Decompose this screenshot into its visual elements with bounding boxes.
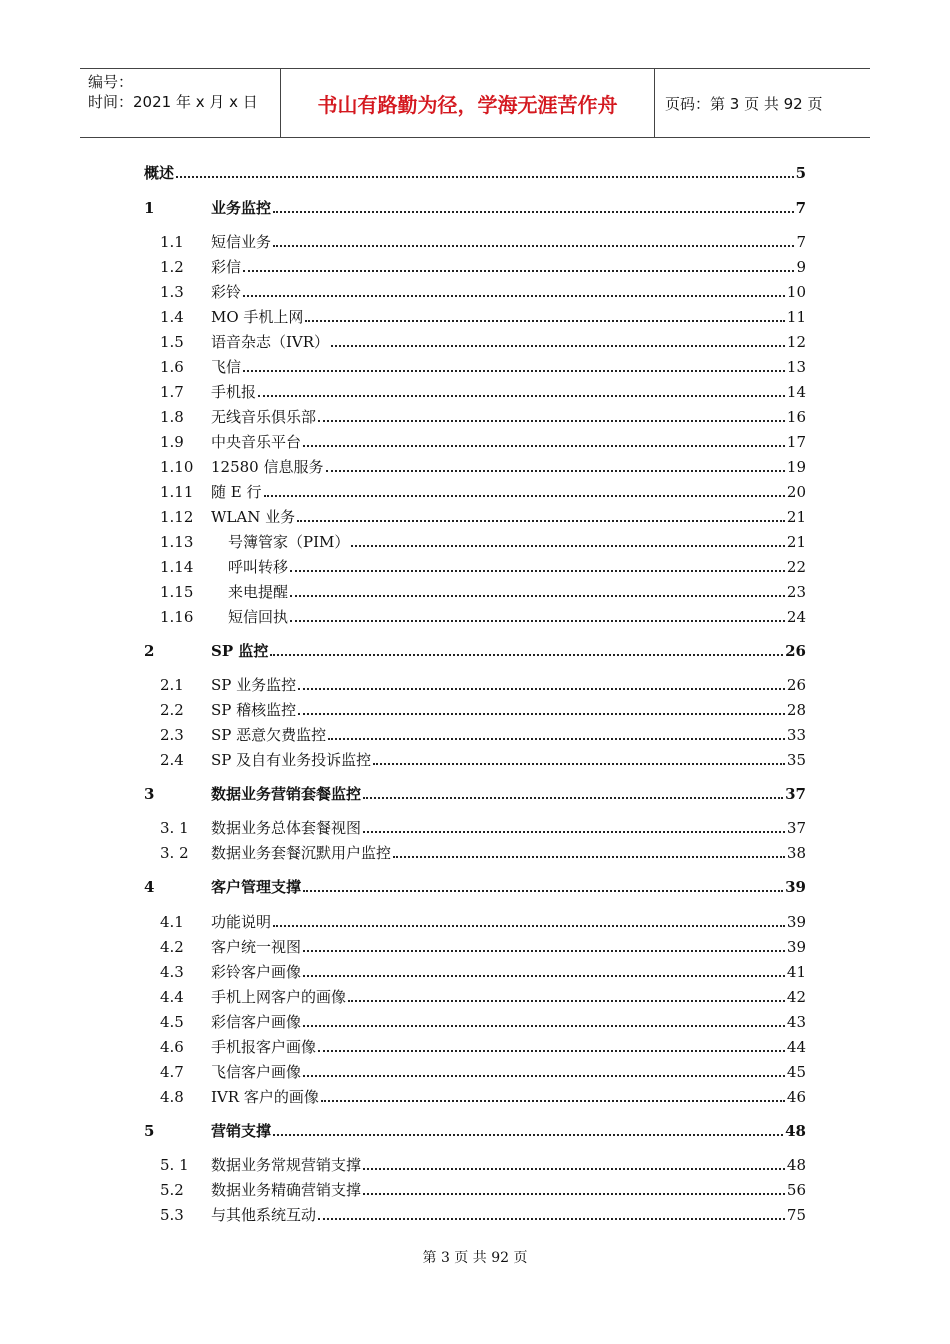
toc-entry-title: 号簿管家（PIM） [228,533,350,551]
toc-entry-page: 45 [786,1063,806,1081]
toc-leader-dots [258,395,785,397]
toc-entry-title: 营销支撑 [211,1122,272,1140]
toc-entry-title: 随 E 行 [211,483,262,501]
toc-entry-page: 42 [786,988,806,1006]
toc-entry-number: 1.3 [160,283,184,301]
toc-entry[interactable] [144,504,806,526]
toc-entry[interactable] [144,1202,806,1224]
toc-entry-number: 2.4 [160,751,184,769]
toc-entry[interactable] [144,379,806,401]
toc-leader-dots [264,495,785,497]
toc-entry[interactable] [144,1152,806,1174]
toc-entry-page: 26 [786,676,806,694]
toc-entry[interactable] [144,984,806,1006]
toc-leader-dots [328,738,785,740]
toc-entry-page: 22 [786,558,806,576]
toc-leader-dots [363,797,783,799]
toc-entry-page: 23 [786,583,806,601]
toc-entry-title: 无线音乐俱乐部 [211,408,317,426]
toc-entry[interactable] [144,604,806,626]
toc-leader-dots [176,176,794,178]
toc-entry-page: 43 [786,1013,806,1031]
toc-entry-number: 4 [144,878,155,896]
toc-entry-number: 1.2 [160,258,184,276]
toc-leader-dots [303,1025,785,1027]
toc-entry[interactable] [144,404,806,426]
toc-entry[interactable] [144,429,806,451]
toc-leader-dots [290,570,785,572]
toc-entry-title: 呼叫转移 [228,558,289,576]
toc-entry-page: 28 [786,701,806,719]
toc-entry-page: 39 [786,938,806,956]
toc-entry-page: 14 [786,383,806,401]
toc-entry-number: 5.3 [160,1206,184,1224]
toc-entry-number: 1.8 [160,408,184,426]
toc-leader-dots [243,295,785,297]
toc-entry-number: 3. 2 [160,844,189,862]
toc-entry-number: 4.1 [160,913,184,931]
toc-entry-title: 与其他系统互动 [211,1206,317,1224]
toc-leader-dots [305,320,784,322]
toc-entry-number: 4.8 [160,1088,184,1106]
toc-entry[interactable] [144,1177,806,1199]
toc-entry-page: 7 [796,233,806,251]
toc-entry-number: 1.15 [160,583,194,601]
toc-entry-title: 短信回执 [228,608,289,626]
toc-leader-dots [318,420,785,422]
toc-entry[interactable] [144,959,806,981]
toc-entry-number: 5.2 [160,1181,184,1199]
toc-entry-page: 35 [786,751,806,769]
header-motto: 书山有路勤为径，学海无涯苦作舟 [281,69,655,137]
toc-entry-title: MO 手机上网 [211,308,304,326]
toc-entry-page: 17 [786,433,806,451]
toc-entry-page: 44 [786,1038,806,1056]
toc-leader-dots [273,1134,783,1136]
toc-leader-dots [348,1000,785,1002]
toc-entry-number: 3. 1 [160,819,189,837]
toc-entry-page: 37 [785,785,806,803]
toc-leader-dots [303,975,785,977]
toc-entry[interactable] [144,840,806,862]
toc-entry-page: 16 [786,408,806,426]
toc-leader-dots [298,713,785,715]
toc-entry-number: 2.1 [160,676,184,694]
toc-entry-page: 19 [786,458,806,476]
toc-entry-title: IVR 客户的画像 [211,1088,319,1106]
page-footer: 第 3 页 共 92 页 [422,1250,528,1266]
toc-entry-title: 手机报客户画像 [211,1038,317,1056]
toc-entry-number: 4.7 [160,1063,184,1081]
toc-entry-number: 5. 1 [160,1156,189,1174]
toc-entry-page: 33 [786,726,806,744]
toc-entry-number: 2.2 [160,701,184,719]
header-meta [80,69,281,137]
toc-leader-dots [326,470,785,472]
toc-entry[interactable] [144,554,806,576]
document-time-label: 时间：2021 年 x 月 x 日 [88,93,258,111]
toc-entry-title: 飞信 [211,358,242,376]
toc-entry-title: 数据业务精确营销支撑 [211,1181,362,1199]
toc-entry-number: 1.10 [160,458,194,476]
toc-entry-number: 4.4 [160,988,184,1006]
toc-entry-title: 业务监控 [211,199,272,217]
toc-leader-dots [303,950,785,952]
toc-leader-dots [243,270,794,272]
toc-entry[interactable] [144,160,806,182]
toc-leader-dots [270,654,783,656]
toc-entry-title: 数据业务营销套餐监控 [211,785,362,803]
toc-entry-page: 21 [786,533,806,551]
toc-entry-title: 客户统一视图 [211,938,302,956]
toc-leader-dots [290,620,785,622]
toc-entry-page: 11 [786,308,806,326]
toc-entry-number: 1.9 [160,433,184,451]
document-number-label: 编号： [88,73,134,91]
toc-entry-title: 客户管理支撑 [211,878,302,896]
toc-leader-dots [298,688,785,690]
toc-entry-title: 功能说明 [211,913,272,931]
toc-entry-title: 概述 [144,164,175,182]
toc-entry-page: 7 [795,199,806,217]
toc-entry-page: 39 [786,913,806,931]
toc-entry-number: 1.14 [160,558,194,576]
toc-entry-title: SP 业务监控 [211,676,297,694]
toc-entry-title: 来电提醒 [228,583,289,601]
toc-entry-page: 48 [786,1156,806,1174]
toc-leader-dots [303,890,783,892]
toc-entry-number: 4.6 [160,1038,184,1056]
toc-leader-dots [297,520,785,522]
toc-entry-page: 46 [786,1088,806,1106]
toc-entry[interactable] [144,454,806,476]
toc-entry-number: 3 [144,785,155,803]
toc-entry[interactable] [144,1084,806,1106]
toc-entry-title: 语音杂志（IVR） [211,333,330,351]
toc-entry-title: 手机上网客户的画像 [211,988,347,1006]
toc-entry[interactable] [144,479,806,501]
toc-entry-number: 4.5 [160,1013,184,1031]
toc-entry-page: 21 [786,508,806,526]
toc-entry-page: 56 [786,1181,806,1199]
toc-entry-page: 39 [785,878,806,896]
toc-entry[interactable] [144,1118,806,1140]
toc-entry-number: 1.7 [160,383,184,401]
toc-entry-number: 2.3 [160,726,184,744]
toc-entry[interactable] [144,304,806,326]
toc-entry[interactable] [144,747,806,769]
toc-entry[interactable] [144,329,806,351]
toc-entry-title: 手机报 [211,383,257,401]
toc-entry-title: 彩铃客户画像 [211,963,302,981]
toc-entry[interactable] [144,934,806,956]
toc-entry-title: 中央音乐平台 [211,433,302,451]
toc-leader-dots [363,831,785,833]
toc-entry-number: 1.16 [160,608,194,626]
toc-entry-number: 1 [144,199,155,217]
toc-entry[interactable] [144,638,806,660]
toc-entry-number: 4.3 [160,963,184,981]
toc-entry-page: 24 [786,608,806,626]
toc-entry-number: 2 [144,642,155,660]
toc-entry-page: 5 [795,164,806,182]
toc-entry-page: 48 [785,1122,806,1140]
toc-entry-title: SP 恶意欠费监控 [211,726,327,744]
toc-entry-title: WLAN 业务 [211,508,296,526]
toc-entry-page: 37 [786,819,806,837]
toc-leader-dots [273,245,794,247]
toc-leader-dots [318,1218,785,1220]
toc-leader-dots [318,1050,785,1052]
toc-entry-number: 1.5 [160,333,184,351]
toc-entry-title: 彩铃 [211,283,242,301]
toc-entry-title: 数据业务总体套餐视图 [211,819,362,837]
toc-entry[interactable] [144,697,806,719]
toc-entry[interactable] [144,195,806,217]
toc-leader-dots [363,1168,785,1170]
toc-entry-number: 1.13 [160,533,194,551]
toc-entry-page: 41 [786,963,806,981]
toc-entry-title: SP 监控 [211,642,269,660]
toc-entry-page: 12 [786,333,806,351]
toc-entry-page: 26 [785,642,806,660]
toc-leader-dots [303,445,785,447]
toc-leader-dots [290,595,785,597]
toc-entry[interactable] [144,781,806,803]
toc-entry[interactable] [144,1059,806,1081]
toc-entry-title: 数据业务套餐沉默用户监控 [211,844,392,862]
toc-entry-page: 20 [786,483,806,501]
toc-entry[interactable] [144,909,806,931]
toc-leader-dots [243,370,785,372]
toc-entry-number: 1.1 [160,233,184,251]
toc-entry-title: SP 稽核监控 [211,701,297,719]
toc-entry-title: 彩信客户画像 [211,1013,302,1031]
toc-entry-number: 1.11 [160,483,194,501]
toc-entry-number: 1.12 [160,508,194,526]
toc-leader-dots [351,545,785,547]
toc-entry[interactable] [144,254,806,276]
toc-entry-page: 9 [796,258,806,276]
toc-entry[interactable] [144,229,806,251]
header-page-info: 页码：第 3 页 共 92 页 [665,94,823,113]
toc-entry-title: 数据业务常规营销支撑 [211,1156,362,1174]
toc-leader-dots [303,1075,785,1077]
toc-entry[interactable] [144,354,806,376]
toc-entry[interactable] [144,579,806,601]
toc-entry[interactable] [144,279,806,301]
toc-entry-page: 75 [786,1206,806,1224]
toc-leader-dots [331,345,785,347]
toc-entry-title: 12580 信息服务 [211,458,324,476]
toc-leader-dots [393,856,785,858]
toc-entry-page: 13 [786,358,806,376]
toc-leader-dots [273,925,785,927]
toc-leader-dots [363,1193,785,1195]
toc-entry-title: 彩信 [211,258,242,276]
toc-entry[interactable] [144,672,806,694]
toc-entry-page: 38 [786,844,806,862]
page-header [80,68,870,138]
toc-entry[interactable] [144,722,806,744]
toc-entry-page: 10 [786,283,806,301]
toc-entry-title: 飞信客户画像 [211,1063,302,1081]
toc-entry-number: 5 [144,1122,155,1140]
toc-leader-dots [273,211,794,213]
toc-entry-number: 4.2 [160,938,184,956]
toc-entry[interactable] [144,1009,806,1031]
toc-entry[interactable] [144,1034,806,1056]
toc-leader-dots [373,763,785,765]
toc-entry[interactable] [144,815,806,837]
toc-entry[interactable] [144,874,806,896]
toc-entry-title: SP 及自有业务投诉监控 [211,751,372,769]
toc-entry-title: 短信业务 [211,233,272,251]
toc-leader-dots [321,1100,785,1102]
toc-entry-number: 1.6 [160,358,184,376]
toc-entry[interactable] [144,529,806,551]
toc-entry-number: 1.4 [160,308,184,326]
